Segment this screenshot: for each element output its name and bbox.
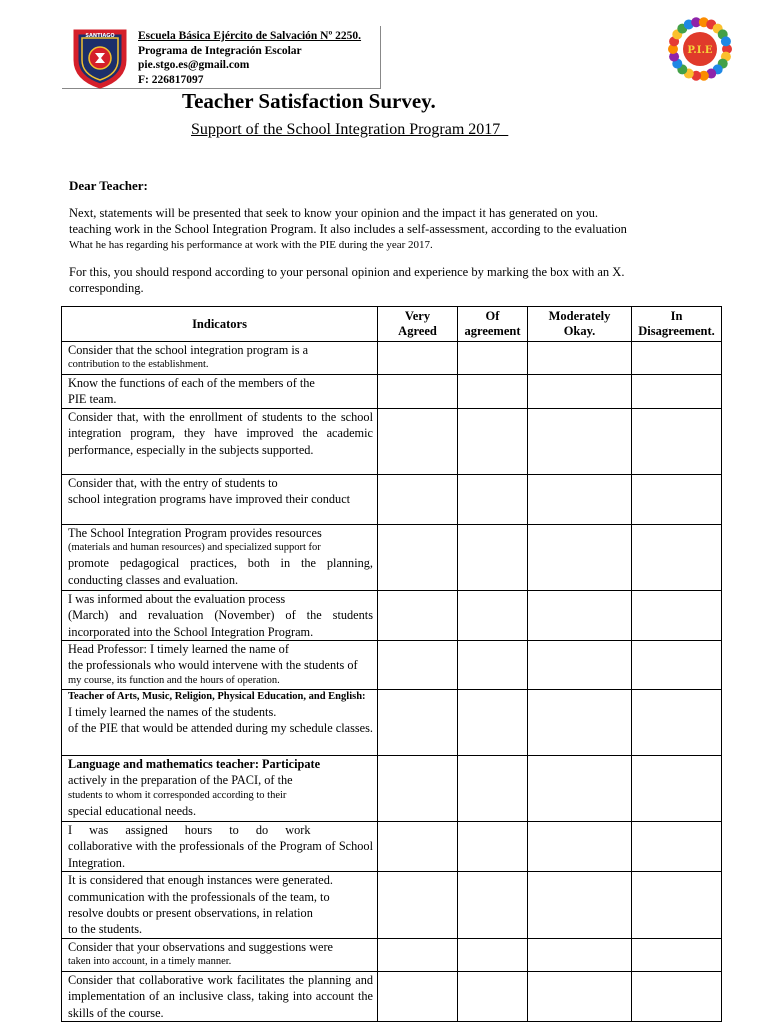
- answer-box-agreement[interactable]: [458, 375, 528, 409]
- answer-box-very-agreed[interactable]: [378, 872, 458, 939]
- survey-table: [61, 306, 722, 1022]
- answer-box-moderately-okay[interactable]: [528, 408, 632, 474]
- intro-line-3: What he has regarding his performance at work with the PIE during the year 2017.: [69, 239, 433, 251]
- answer-box-agreement[interactable]: [458, 342, 528, 375]
- answer-box-agreement[interactable]: [458, 756, 528, 822]
- answer-box-disagreement[interactable]: [632, 756, 722, 822]
- table-row: It is considered that enough instances were generated. communication with the professionals of the team, to resolve doubts or present observations, in relation to the students.: [62, 872, 722, 939]
- answer-box-very-agreed[interactable]: [378, 408, 458, 474]
- answer-box-very-agreed[interactable]: [378, 938, 458, 971]
- table-header-row: [62, 307, 722, 342]
- answer-box-very-agreed[interactable]: [378, 971, 458, 1021]
- answer-box-disagreement[interactable]: [632, 690, 722, 756]
- table-row: Consider that, with the enrollment of students to the school integration program, they have improved the academic performance, especially in the subjects supported.: [62, 408, 722, 474]
- answer-box-moderately-okay[interactable]: [528, 690, 632, 756]
- salutation: Dear Teacher:: [69, 178, 148, 193]
- school-email: pie.stgo.es@gmail.com: [138, 59, 250, 71]
- page-title: Teacher Satisfaction Survey.: [182, 89, 436, 113]
- answer-box-disagreement[interactable]: [632, 524, 722, 590]
- page-subtitle: Support of the School Integration Program 2017: [191, 121, 509, 138]
- header-indicators: Indicators: [62, 307, 378, 342]
- answer-box-agreement[interactable]: [458, 590, 528, 640]
- table-row: Consider that your observations and suggestions were taken into account, in a timely manner.: [62, 938, 722, 971]
- answer-box-agreement[interactable]: [458, 474, 528, 524]
- intro-line-2: teaching work in the School Integration Program. It also includes a self-assessment, according to the evaluation: [69, 222, 627, 236]
- answer-box-disagreement[interactable]: [632, 474, 722, 524]
- school-name: Escuela Básica Ejército de Salvación Nº 2250.: [138, 30, 362, 42]
- intro-paragraph: [69, 205, 709, 253]
- header-very-agreed: Very Agreed: [378, 307, 458, 342]
- answer-box-moderately-okay[interactable]: [528, 872, 632, 939]
- answer-box-disagreement[interactable]: [632, 641, 722, 690]
- table-row: I was assigned hours to do work collaborative with the professionals of the Program of School Integration.: [62, 822, 722, 872]
- pie-logo: [665, 14, 735, 84]
- answer-box-agreement[interactable]: [458, 938, 528, 971]
- instruction-paragraph: [69, 264, 709, 296]
- answer-box-moderately-okay[interactable]: [528, 641, 632, 690]
- answer-box-moderately-okay[interactable]: [528, 822, 632, 872]
- answer-box-disagreement[interactable]: [632, 872, 722, 939]
- answer-box-very-agreed[interactable]: [378, 474, 458, 524]
- table-row: Teacher of Arts, Music, Religion, Physical Education, and English: I timely learned the names of the students. of the PIE that would be attended during my schedule classes.: [62, 690, 722, 756]
- answer-box-disagreement[interactable]: [632, 938, 722, 971]
- answer-box-disagreement[interactable]: [632, 971, 722, 1021]
- answer-box-very-agreed[interactable]: [378, 342, 458, 375]
- answer-box-moderately-okay[interactable]: [528, 524, 632, 590]
- header-agreement: Of agreement: [458, 307, 528, 342]
- answer-box-moderately-okay[interactable]: [528, 342, 632, 375]
- answer-box-disagreement[interactable]: [632, 590, 722, 640]
- instruction-line-1: For this, you should respond according to your personal opinion and experience by marking the box with an X.: [69, 265, 625, 279]
- answer-box-very-agreed[interactable]: [378, 641, 458, 690]
- answer-box-disagreement[interactable]: [632, 408, 722, 474]
- school-info: [138, 29, 361, 87]
- school-phone: F: 226817097: [138, 73, 204, 86]
- header-moderately-okay: Moderately Okay.: [528, 307, 632, 342]
- school-logo-text: SANTIAGO: [85, 33, 115, 39]
- answer-box-agreement[interactable]: [458, 822, 528, 872]
- answer-box-very-agreed[interactable]: [378, 822, 458, 872]
- answer-box-disagreement[interactable]: [632, 822, 722, 872]
- table-row: Consider that the school integration program is a contribution to the establishment.: [62, 342, 722, 375]
- table-row: Consider that, with the entry of students to school integration programs have improved their conduct: [62, 474, 722, 524]
- answer-box-very-agreed[interactable]: [378, 375, 458, 409]
- table-row: The School Integration Program provides resources (materials and human resources) and specialized support for promote pedagogical practices, both in the planning, conducting classes and evaluation.: [62, 524, 722, 590]
- answer-box-agreement[interactable]: [458, 524, 528, 590]
- answer-box-moderately-okay[interactable]: [528, 474, 632, 524]
- answer-box-disagreement[interactable]: [632, 375, 722, 409]
- table-row: Head Professor: I timely learned the name of the professionals who would intervene with the students of my course, its function and the hours of operation.: [62, 641, 722, 690]
- program-name: Programa de Integración Escolar: [138, 44, 302, 57]
- answer-box-agreement[interactable]: [458, 971, 528, 1021]
- answer-box-moderately-okay[interactable]: [528, 590, 632, 640]
- answer-box-very-agreed[interactable]: [378, 756, 458, 822]
- table-row: I was informed about the evaluation process (March) and revaluation (November) of the students incorporated into the School Integration Program.: [62, 590, 722, 640]
- answer-box-agreement[interactable]: [458, 408, 528, 474]
- table-row: Know the functions of each of the members of the PIE team.: [62, 375, 722, 409]
- intro-line-1: Next, statements will be presented that seek to know your opinion and the impact it has generated on you.: [69, 206, 599, 220]
- answer-box-disagreement[interactable]: [632, 342, 722, 375]
- answer-box-moderately-okay[interactable]: [528, 375, 632, 409]
- answer-box-agreement[interactable]: [458, 641, 528, 690]
- answer-box-moderately-okay[interactable]: [528, 938, 632, 971]
- pie-ring-figure: [721, 36, 731, 46]
- answer-box-agreement[interactable]: [458, 690, 528, 756]
- answer-box-agreement[interactable]: [458, 872, 528, 939]
- table-row: Language and mathematics teacher: Participate actively in the preparation of the PACI, of the students to whom it corresponded according to their special educational needs.: [62, 756, 722, 822]
- header-disagreement: In Disagreement.: [632, 307, 722, 342]
- answer-box-very-agreed[interactable]: [378, 590, 458, 640]
- answer-box-moderately-okay[interactable]: [528, 971, 632, 1021]
- instruction-line-2: corresponding.: [69, 281, 144, 295]
- answer-box-moderately-okay[interactable]: [528, 756, 632, 822]
- pie-logo-text: P.I.E: [687, 45, 713, 56]
- school-crest-logo: [68, 26, 132, 90]
- table-row: Consider that collaborative work facilitates the planning and implementation of an inclusive class, taking into account the skills of the course.: [62, 971, 722, 1021]
- answer-box-very-agreed[interactable]: [378, 524, 458, 590]
- answer-box-very-agreed[interactable]: [378, 690, 458, 756]
